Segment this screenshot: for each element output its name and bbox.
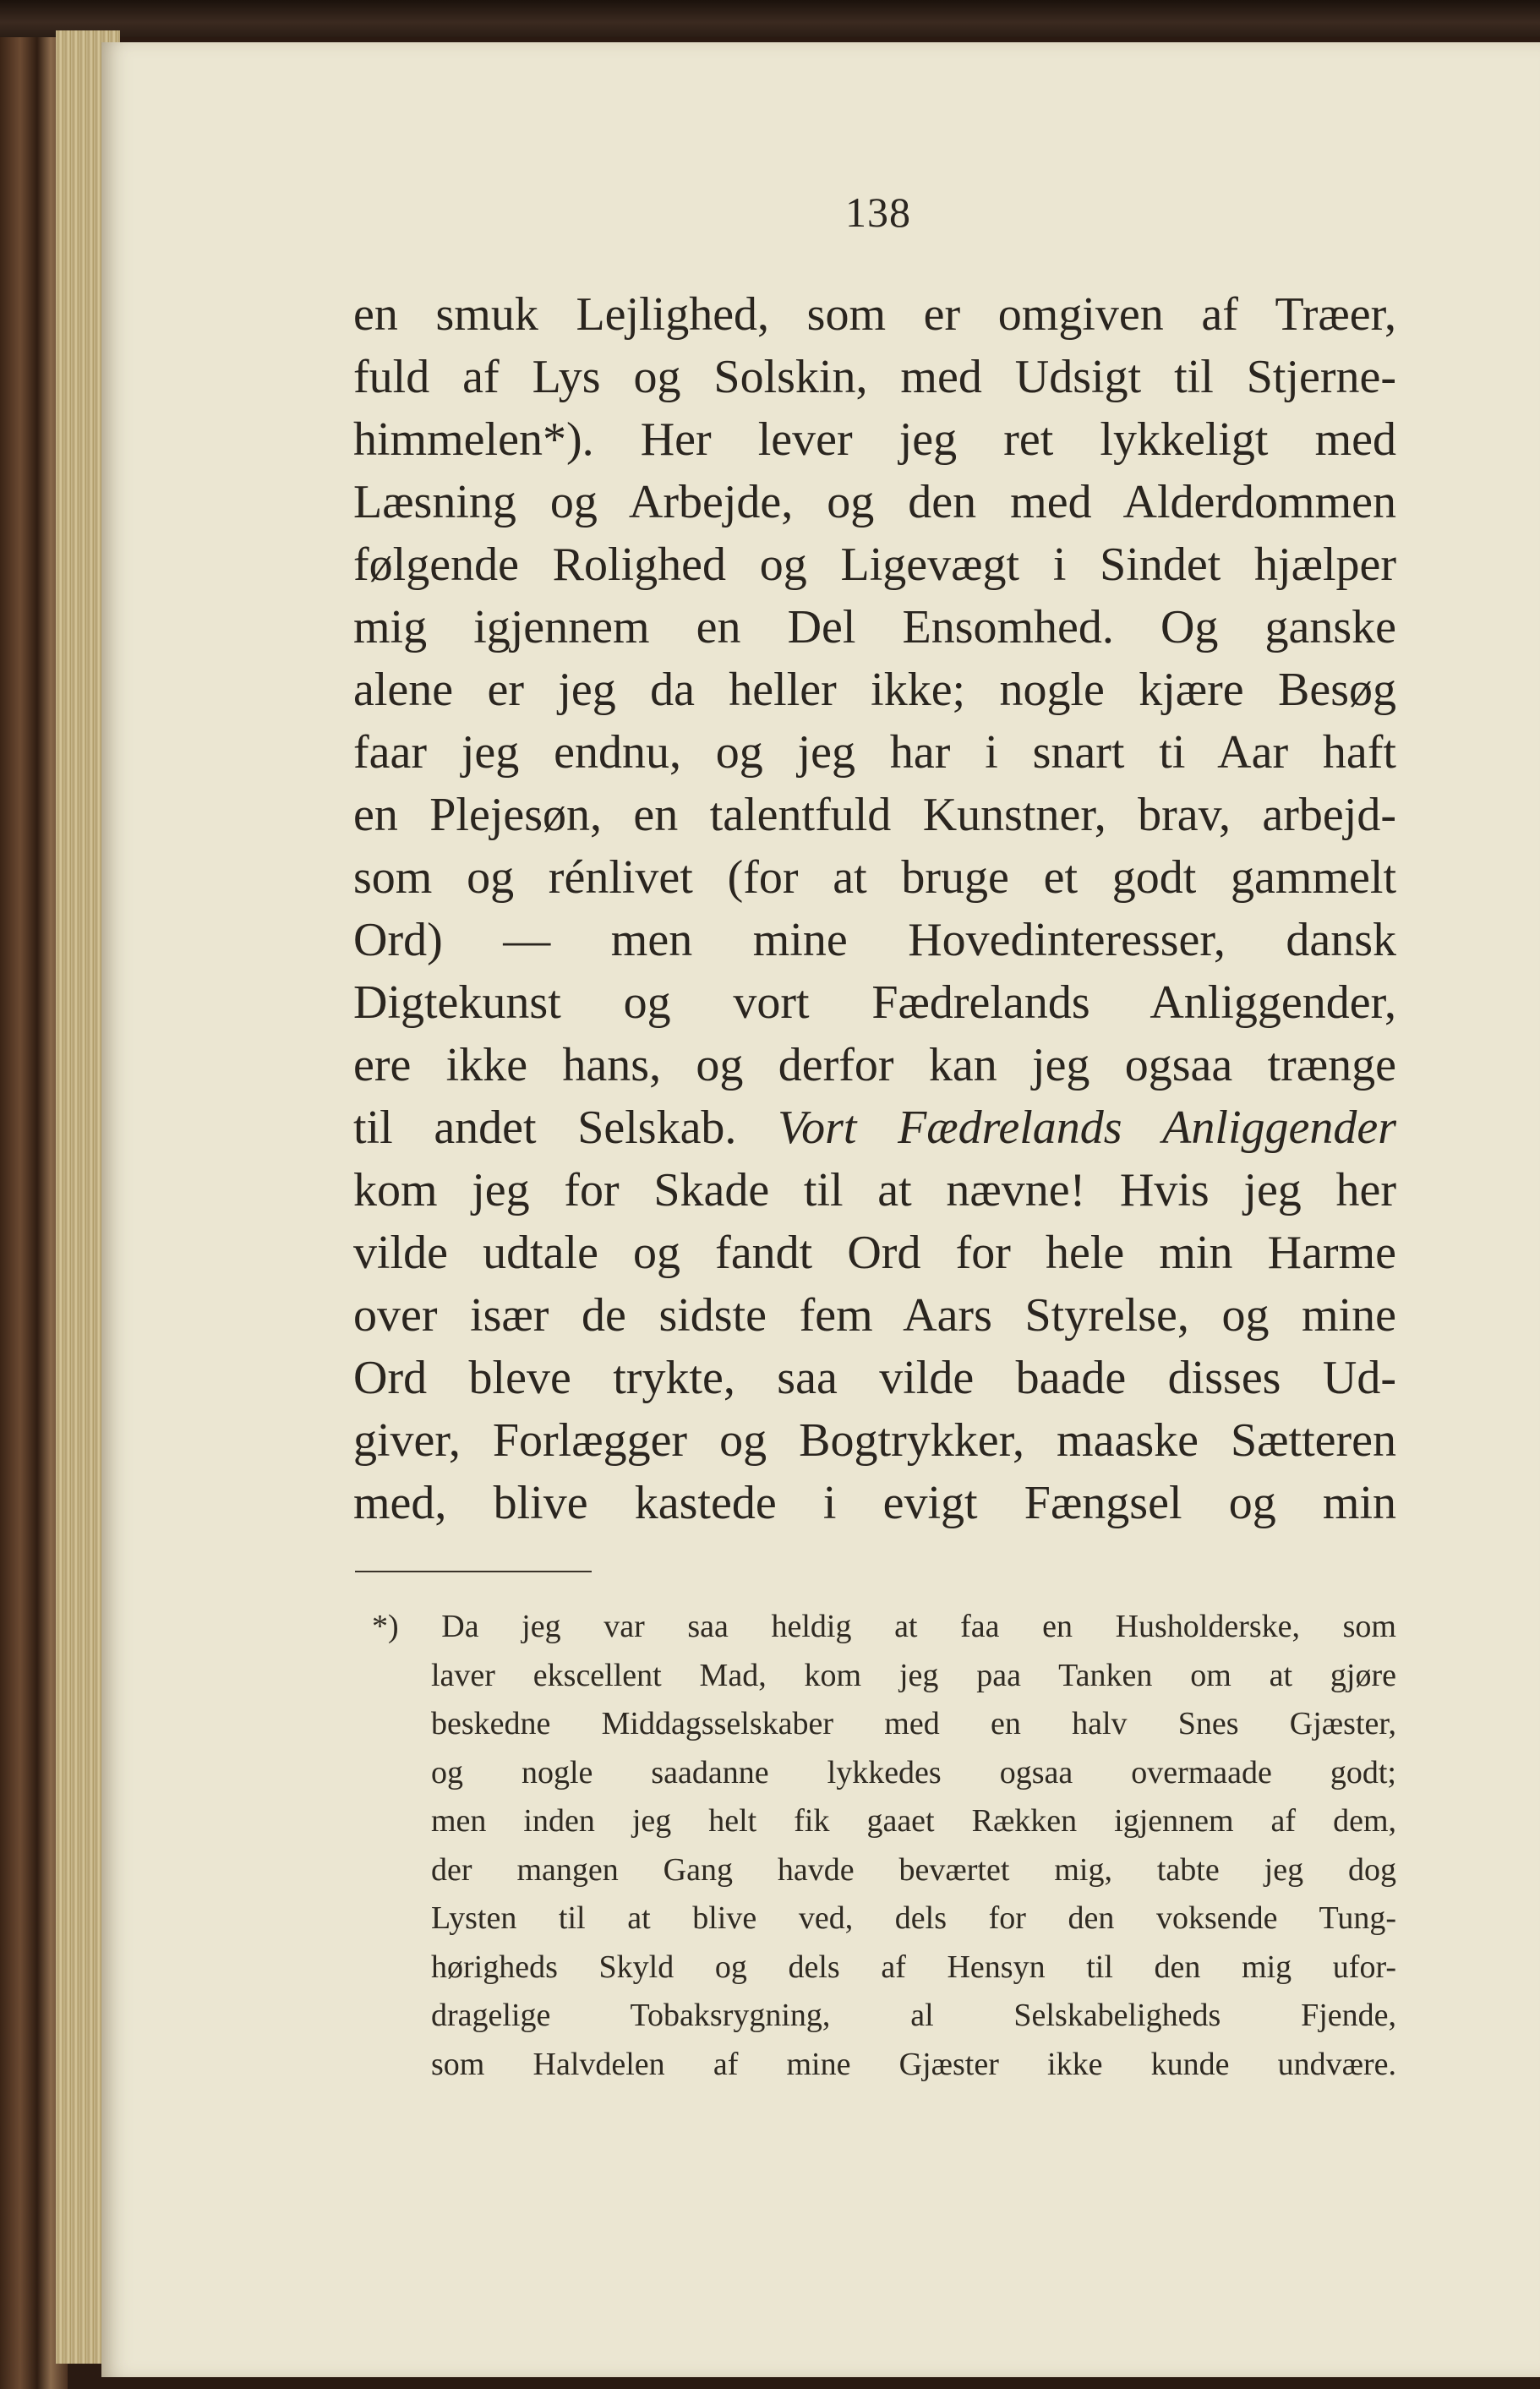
body-line: ere ikke hans, og derfor kan jeg ogsaa trænge	[353, 1039, 1396, 1091]
body-line: fuld af Lys og Solskin, med Udsigt til Stjerne-	[353, 351, 1396, 403]
page-number: 138	[845, 189, 911, 236]
footnote-line: som Halvdelen af mine Gjæster ikke kunde undvære.	[431, 2046, 1396, 2082]
footnote-line-with-marker	[372, 1603, 1396, 1652]
body-line: Ord) — men mine Hovedinteresser, dansk	[353, 914, 1396, 966]
body-text	[353, 283, 1396, 1534]
body-line: giver, Forlægger og Bogtrykker, maaske Sætteren	[353, 1414, 1396, 1467]
body-line: følgende Rolighed og Ligevægt i Sindet hjælper	[353, 538, 1396, 591]
body-line: en smuk Lejlighed, som er omgiven af Træer,	[353, 288, 1396, 341]
footnote-line: hørigheds Skyld og dels af Hensyn til den mig ufor-	[431, 1949, 1396, 1985]
body-line: himmelen*). Her lever jeg ret lykkeligt med	[353, 413, 1396, 466]
footnote-line: dragelige Tobaksrygning, al Selskabeligheds Fjende,	[431, 1998, 1396, 2033]
footnote-line: men inden jeg helt fik gaaet Rækken igjennem af dem,	[431, 1803, 1396, 1839]
footnote-line: og nogle saadanne lykkedes ogsaa overmaade godt;	[431, 1754, 1396, 1790]
body-line: en Plejesøn, en talentfuld Kunstner, brav, arbejd-	[353, 789, 1396, 841]
body-line: Ord bleve trykte, saa vilde baade disses Ud-	[353, 1352, 1396, 1404]
body-line: mig igjennem en Del Ensomhed. Og ganske	[353, 601, 1396, 653]
footnote-divider	[355, 1571, 592, 1572]
body-line-text: til andet Selskab.	[353, 1102, 737, 1154]
footnote-line: laver ekscellent Mad, kom jeg paa Tanken om at gjøre	[431, 1657, 1396, 1693]
italic-phrase: Vort Fædrelands Anliggender	[778, 1102, 1396, 1154]
footnote-marker: *)	[372, 1609, 399, 1644]
book-top-edge	[0, 0, 1540, 37]
body-line-with-italic	[353, 1096, 1396, 1159]
body-line: Digtekunst og vort Fædrelands Anliggender,	[353, 976, 1396, 1029]
footnote-line: beskedne Middagsselskaber med en halv Snes Gjæster,	[431, 1706, 1396, 1741]
body-line: over især de sidste fem Aars Styrelse, og mine	[353, 1289, 1396, 1342]
footnote-line: Lysten til at blive ved, dels for den voksende Tung-	[431, 1900, 1396, 1936]
body-line: Læsning og Arbejde, og den med Alderdommen	[353, 476, 1396, 528]
body-line: vilde udtale og fandt Ord for hele min Harme	[353, 1227, 1396, 1279]
footnote-line: der mangen Gang havde beværtet mig, tabte jeg dog	[431, 1851, 1396, 1888]
body-line: alene er jeg da heller ikke; nogle kjære Besøg	[353, 664, 1396, 716]
body-line: med, blive kastede i evigt Fængsel og min	[353, 1477, 1396, 1529]
body-line: som og rénlivet (for at bruge et godt gammelt	[353, 851, 1396, 904]
footnote	[372, 1603, 1396, 2089]
body-line: faar jeg endnu, og jeg har i snart ti Aar haft	[353, 726, 1396, 779]
footnote-text: Da jeg var saa heldig at faa en Husholderske, som	[441, 1609, 1396, 1644]
body-line: kom jeg for Skade til at nævne! Hvis jeg her	[353, 1164, 1396, 1216]
